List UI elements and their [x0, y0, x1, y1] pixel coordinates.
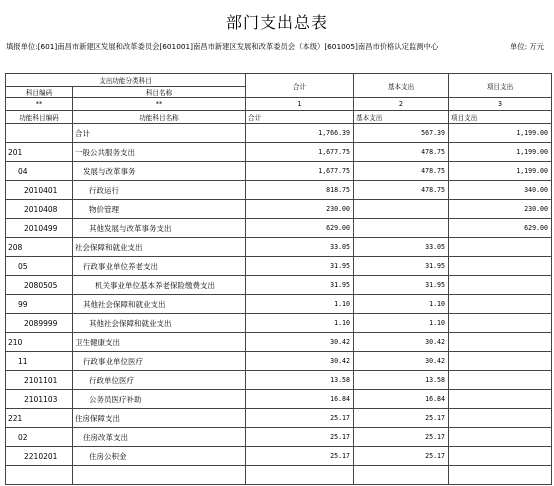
row-project: 340.00	[449, 181, 552, 200]
row-total: 30.42	[246, 333, 354, 352]
row-project	[449, 314, 552, 333]
unit-right: 单位: 万元	[510, 42, 544, 51]
row-project	[449, 390, 552, 409]
row-code: 221	[6, 409, 73, 428]
col-project: 项目支出	[449, 111, 552, 124]
row-basic: 30.42	[354, 352, 449, 371]
header-basic: 基本支出	[354, 74, 449, 98]
row-basic: 478.75	[354, 143, 449, 162]
row-code: 2010408	[6, 200, 73, 219]
row-basic: 1.10	[354, 314, 449, 333]
header-index-3: 3	[449, 98, 552, 111]
row-code: 2010401	[6, 181, 73, 200]
row-name: 行政单位医疗	[73, 371, 246, 390]
row-basic	[354, 200, 449, 219]
row-total: 33.05	[246, 238, 354, 257]
table-row	[6, 276, 552, 295]
row-project: 1,199.00	[449, 143, 552, 162]
row-project: 230.00	[449, 200, 552, 219]
row-total: 818.75	[246, 181, 354, 200]
row-basic	[354, 466, 449, 485]
row-total: 30.42	[246, 352, 354, 371]
row-basic: 31.95	[354, 276, 449, 295]
header-group: 支出功能分类科目	[6, 74, 246, 87]
row-basic: 33.05	[354, 238, 449, 257]
row-code: 2080505	[6, 276, 73, 295]
row-name: 发展与改革事务	[73, 162, 246, 181]
expenditure-table	[5, 73, 552, 485]
page-title: 部门支出总表	[225, 13, 328, 32]
row-project: 629.00	[449, 219, 552, 238]
row-project	[449, 466, 552, 485]
row-name: 一般公共服务支出	[73, 143, 246, 162]
row-basic: 567.39	[354, 124, 449, 143]
row-total: 1.10	[246, 314, 354, 333]
row-basic: 16.84	[354, 390, 449, 409]
row-code: 2089999	[6, 314, 73, 333]
row-project: 1,199.00	[449, 124, 552, 143]
row-project	[449, 333, 552, 352]
header-code: 科目编码	[6, 87, 73, 98]
report-unit-line	[6, 42, 554, 52]
row-total: 16.84	[246, 390, 354, 409]
row-total: 25.17	[246, 428, 354, 447]
row-name: 物价管理	[73, 200, 246, 219]
row-name: 其他社会保障和就业支出	[73, 314, 246, 333]
row-project	[449, 409, 552, 428]
row-basic: 1.10	[354, 295, 449, 314]
row-name: 合计	[73, 124, 246, 143]
header-index-1: 1	[246, 98, 354, 111]
col-basic: 基本支出	[354, 111, 449, 124]
row-basic: 25.17	[354, 447, 449, 466]
row-code: 2210201	[6, 447, 73, 466]
row-code: 02	[6, 428, 73, 447]
row-name: 住房公积金	[73, 447, 246, 466]
row-total: 629.00	[246, 219, 354, 238]
row-total: 230.00	[246, 200, 354, 219]
table-row	[6, 447, 552, 466]
row-total	[246, 466, 354, 485]
col-fn-name: 功能科目名称	[73, 111, 246, 124]
col-total: 合计	[246, 111, 354, 124]
row-project	[449, 276, 552, 295]
row-code: 2010499	[6, 219, 73, 238]
row-basic	[354, 219, 449, 238]
row-project: 1,199.00	[449, 162, 552, 181]
table-row	[6, 295, 552, 314]
table-row	[6, 466, 552, 485]
row-code: 05	[6, 257, 73, 276]
table-row	[6, 200, 552, 219]
row-name: 公务员医疗补助	[73, 390, 246, 409]
row-total: 25.17	[246, 447, 354, 466]
row-total: 13.58	[246, 371, 354, 390]
col-fn-code: 功能科目编码	[6, 111, 73, 124]
table-row	[6, 181, 552, 200]
header-star-1: **	[6, 98, 73, 111]
row-name: 住房保障支出	[73, 409, 246, 428]
row-code: 99	[6, 295, 73, 314]
table-row	[6, 409, 552, 428]
row-project	[449, 371, 552, 390]
row-name: 卫生健康支出	[73, 333, 246, 352]
row-project	[449, 295, 552, 314]
row-name: 其他发展与改革事务支出	[73, 219, 246, 238]
table-row	[6, 390, 552, 409]
table-row	[6, 219, 552, 238]
row-code	[6, 466, 73, 485]
row-name: 其他社会保障和就业支出	[73, 295, 246, 314]
row-basic: 13.58	[354, 371, 449, 390]
row-project	[449, 352, 552, 371]
row-basic: 478.75	[354, 181, 449, 200]
table-row	[6, 143, 552, 162]
table-row	[6, 162, 552, 181]
header-star-2: **	[73, 98, 246, 111]
row-name: 住房改革支出	[73, 428, 246, 447]
table-row	[6, 428, 552, 447]
row-name	[73, 466, 246, 485]
table-row	[6, 314, 552, 333]
row-code: 2101101	[6, 371, 73, 390]
table-row	[6, 352, 552, 371]
row-project	[449, 257, 552, 276]
row-project	[449, 447, 552, 466]
row-code: 2101103	[6, 390, 73, 409]
row-code: 11	[6, 352, 73, 371]
row-project	[449, 238, 552, 257]
header-total: 合计	[246, 74, 354, 98]
row-total: 31.95	[246, 257, 354, 276]
table-row	[6, 124, 552, 143]
table-row	[6, 333, 552, 352]
row-total: 1,766.39	[246, 124, 354, 143]
table-row	[6, 238, 552, 257]
row-code: 04	[6, 162, 73, 181]
row-basic: 478.75	[354, 162, 449, 181]
row-project	[449, 428, 552, 447]
row-name: 机关事业单位基本养老保险缴费支出	[73, 276, 246, 295]
header-project: 项目支出	[449, 74, 552, 98]
row-total: 31.95	[246, 276, 354, 295]
header-index-2: 2	[354, 98, 449, 111]
row-basic: 25.17	[354, 428, 449, 447]
row-code: 210	[6, 333, 73, 352]
row-basic: 30.42	[354, 333, 449, 352]
row-total: 1,677.75	[246, 162, 354, 181]
row-total: 25.17	[246, 409, 354, 428]
row-code: 201	[6, 143, 73, 162]
row-code	[6, 124, 73, 143]
header-name: 科目名称	[73, 87, 246, 98]
row-name: 社会保障和就业支出	[73, 238, 246, 257]
table-row	[6, 371, 552, 390]
row-name: 行政事业单位养老支出	[73, 257, 246, 276]
row-name: 行政事业单位医疗	[73, 352, 246, 371]
row-total: 1,677.75	[246, 143, 354, 162]
row-code: 208	[6, 238, 73, 257]
row-basic: 25.17	[354, 409, 449, 428]
table-row	[6, 257, 552, 276]
row-basic: 31.95	[354, 257, 449, 276]
unit-label: 填报单位:[601]南昌市新建区发展和改革委员会[601001]南昌市新建区发展和改革委员会（本级）[601005]南昌市价格认定监测中心	[6, 42, 439, 51]
row-name: 行政运行	[73, 181, 246, 200]
row-total: 1.10	[246, 295, 354, 314]
